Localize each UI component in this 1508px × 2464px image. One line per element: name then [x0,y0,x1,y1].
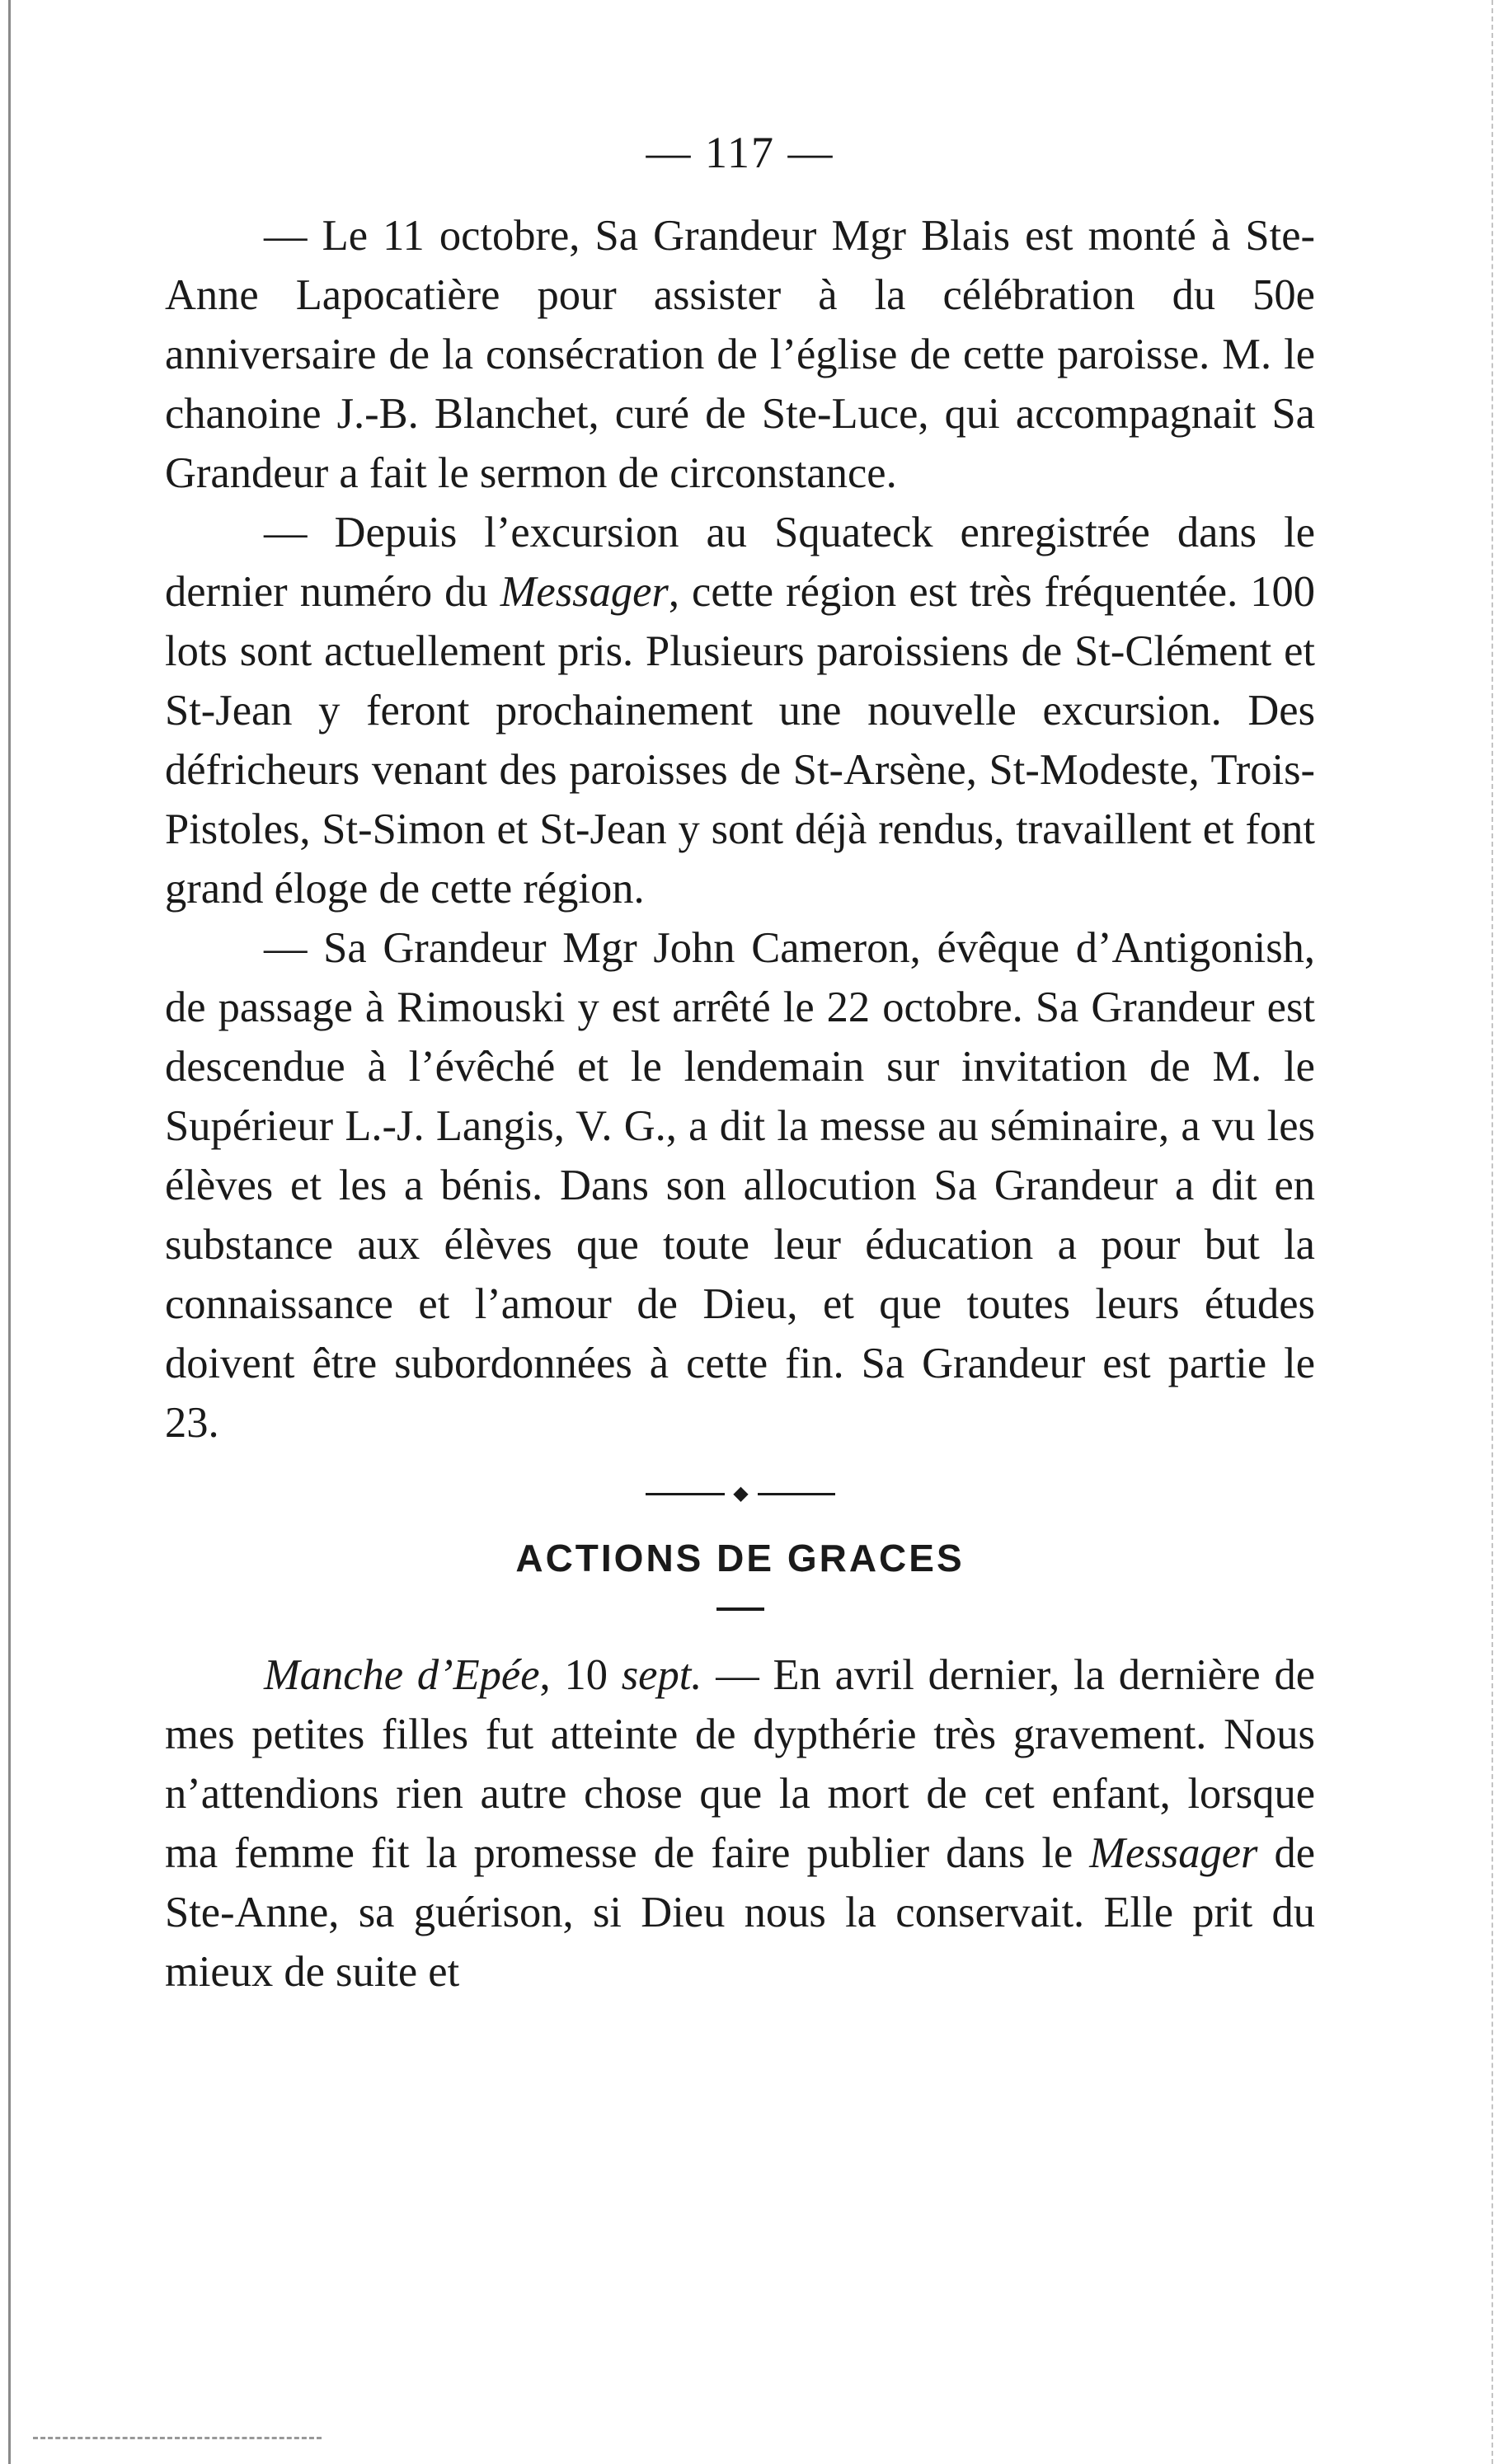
thanksgiving-entry [165,1645,1315,2002]
scan-right-edge [1487,0,1493,2464]
entry-separator: , 10 [539,1651,622,1699]
entry-text-before: — En avril dernier, la dernière de mes petites filles fut atteinte de dypthérie très gravement. Nous n’attendions rien autre chose que la mort de cet enfant, lorsque ma femme fit la promesse de faire publier dans le [165,1651,1315,1877]
entry-messager-title: Messager [1089,1829,1258,1877]
paragraph-squateck-text-after: , cette région est très fréquentée. 100 lots sont actuellement pris. Plusieurs paroissiens de St-Clément et St-Jean y feront prochainement une nouvelle excursion. Des défricheurs venant des paroisses de St-Arsène, St-Modeste, Trois-Pistoles, St-Simon et St-Jean y sont déjà rendus, travaillent et font grand éloge de cette région. [165,568,1315,913]
ornamental-divider [646,1485,835,1502]
scan-bottom-edge [33,2437,322,2439]
entry-place: Manche d’Epée [264,1651,540,1699]
paragraph-mgr-cameron: — Sa Grandeur Mgr John Cameron, évêque d’Antigonish, de passage à Rimouski y est arrêté le 22 octobre. Sa Grandeur est descendue à l’évêché et le lendemain sur invitation de M. le Supérieur L.-J. Langis, V. G., a dit la messe au séminaire, a vu les élèves et les a bénis. Dans son allocution Sa Grandeur a dit en substance aux élèves que toute leur éducation a pour but la connaissance et l’amour de Dieu, et que toutes leurs études doivent être subordonnées à cette fin. Sa Grandeur est partie le 23. [165,924,1315,1447]
document-page [165,124,1315,2002]
entry-text-after: de Ste-Anne, sa guérison, si Dieu nous la conservait. Elle prit du mieux de suite et [165,1829,1315,1996]
entry-date: sept. [621,1651,702,1699]
page-number: — 117 — [646,128,834,177]
paragraph-mgr-blais: — Le 11 octobre, Sa Grandeur Mgr Blais est monté à Ste-Anne Lapocatière pour assister à la célébration du 50e anniversaire de la consécration de l’église de cette paroisse. M. le chanoine J.-B. Blanchet, curé de Ste-Luce, qui accompagnait Sa Grandeur a fait le sermon de circonstance. [165,212,1315,497]
scan-left-edge [8,0,22,2464]
paragraph-squateck-text-before: — Depuis l’excursion au Squateck enregistrée dans le dernier numéro du [165,509,1315,616]
divider-ornament-icon: ◆ [725,1485,758,1502]
section-heading: ACTIONS DE GRACES [515,1537,965,1579]
paragraph-squateck [165,503,1315,918]
short-rule [716,1607,764,1611]
messager-title: Messager [500,568,669,616]
